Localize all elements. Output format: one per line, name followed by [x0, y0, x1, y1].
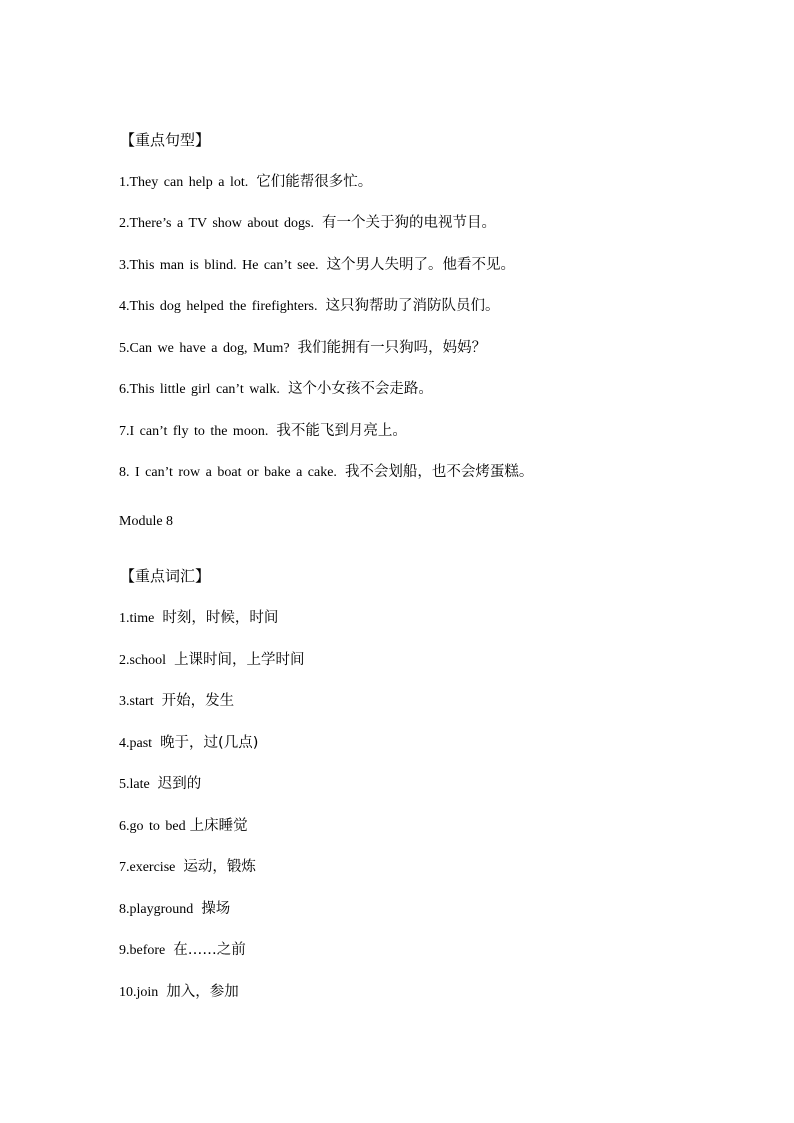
sentence-item-2 — [119, 214, 496, 233]
vocab-item-1 — [119, 609, 278, 628]
vocab-chinese: 运动，锻炼 — [183, 859, 256, 875]
vocab-item-6 — [119, 817, 248, 836]
vocab-section-heading: 【重点词汇】 — [120, 567, 211, 585]
sentence-chinese: 我不能飞到月亮上。 — [276, 423, 407, 439]
sentence-chinese: 这个男人失明了。他看不见。 — [326, 257, 516, 273]
vocab-chinese: 在……之前 — [173, 942, 246, 958]
vocab-chinese: 迟到的 — [157, 776, 202, 792]
sentence-item-1 — [119, 173, 372, 192]
vocab-item-2 — [119, 651, 305, 670]
vocab-chinese: 时刻，时候，时间 — [162, 610, 279, 626]
vocab-english: 1.time — [119, 611, 155, 626]
module-title: Module 8 — [119, 514, 174, 529]
vocab-english: 8.playground — [119, 902, 194, 917]
vocab-item-3 — [119, 692, 234, 711]
vocab-item-10 — [119, 983, 239, 1002]
sentence-chinese: 我不会划船，也不会烤蛋糕。 — [344, 464, 534, 480]
vocab-item-4 — [119, 734, 258, 753]
sentence-item-8 — [119, 463, 533, 482]
vocab-chinese: 操场 — [201, 901, 231, 917]
vocab-chinese: 开始，发生 — [161, 693, 235, 709]
sentence-english: 7.I can’t fly to the moon. — [119, 424, 269, 439]
sentence-english: 2.There’s a TV show about dogs. — [119, 216, 314, 231]
vocab-chinese: 晚于，过(几点) — [160, 735, 259, 751]
sentence-item-6 — [119, 380, 433, 399]
vocab-item-7 — [119, 858, 256, 877]
sentence-chinese: 这个小女孩不会走路。 — [287, 381, 433, 397]
vocab-english: 3.start — [119, 694, 154, 709]
vocab-chinese: 加入，参加 — [166, 984, 239, 1000]
vocab-chinese: 上床睡觉 — [189, 818, 248, 834]
sentence-item-3 — [119, 256, 515, 275]
sentence-english: 8. I can’t row a boat or bake a cake. — [119, 465, 337, 480]
sentence-item-7 — [119, 422, 407, 441]
sentence-item-4 — [119, 297, 500, 316]
sentence-chinese: 有一个关于狗的电视节目。 — [321, 215, 496, 231]
vocab-chinese: 上课时间，上学时间 — [174, 652, 305, 668]
sentence-item-5 — [119, 339, 486, 358]
vocab-english: 2.school — [119, 653, 167, 668]
sentence-english: 5.Can we have a dog, Mum? — [119, 341, 290, 356]
vocab-item-5 — [119, 775, 201, 794]
sentence-chinese: 它们能帮很多忙。 — [256, 174, 373, 190]
sentence-english: 4.This dog helped the firefighters. — [119, 299, 318, 314]
vocab-english: 9.before — [119, 943, 166, 958]
sentence-english: 3.This man is blind. He can’t see. — [119, 258, 319, 273]
sentence-section-heading: 【重点句型】 — [120, 131, 211, 149]
vocab-english: 6.go to bed — [119, 819, 186, 834]
sentence-chinese: 这只狗帮助了消防队员们。 — [325, 298, 500, 314]
sentence-english: 1.They can help a lot. — [119, 175, 249, 190]
vocab-english: 7.exercise — [119, 860, 176, 875]
vocab-item-8 — [119, 900, 230, 919]
vocab-english: 10.join — [119, 985, 159, 1000]
vocab-english: 4.past — [119, 736, 153, 751]
vocab-item-9 — [119, 941, 246, 960]
vocab-english: 5.late — [119, 777, 150, 792]
sentence-chinese: 我们能拥有一只狗吗，妈妈？ — [297, 340, 487, 356]
sentence-english: 6.This little girl can’t walk. — [119, 382, 280, 397]
